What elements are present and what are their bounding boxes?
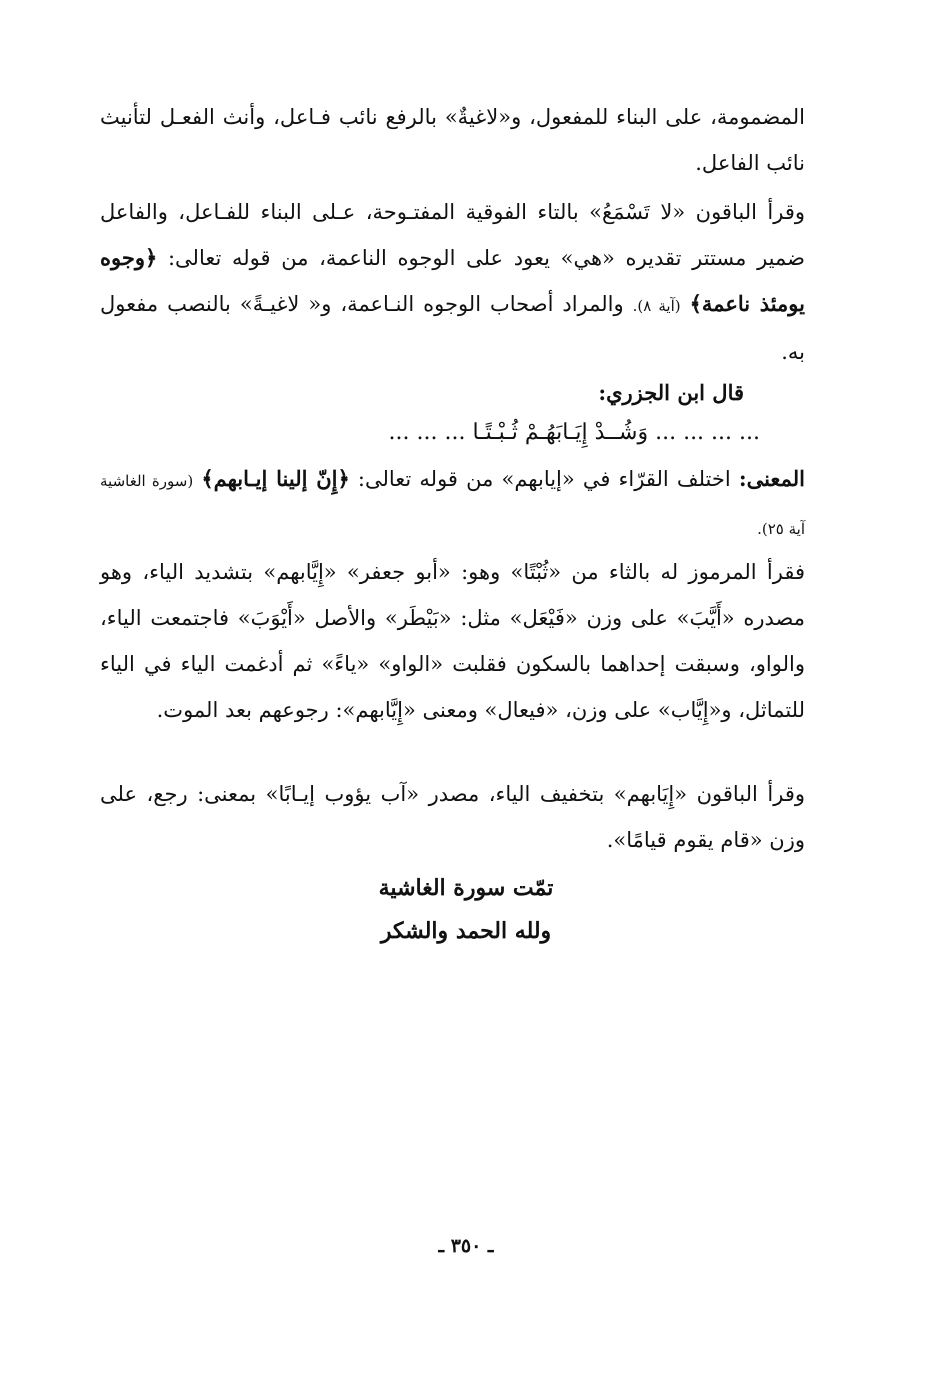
page-number: ـ ٣٥٠ ـ (438, 1235, 494, 1257)
closing-line-1: تمّت سورة الغاشية (378, 875, 554, 901)
paragraph-3 (100, 456, 805, 552)
quran-quote-1: ﴿وجوه يومئذ ناعمة﴾ (100, 245, 805, 316)
verse-reference-1: (آية ٨). (632, 297, 681, 315)
paragraph-1: المضمومة، على البناء للمفعول، و«لاغيةٌ» بالرفع نائب فـاعل، وأنث الفعـل لتأنيث نائب الفاعل. (100, 105, 805, 175)
paragraph-4: فقرأ المرموز له بالثاء من «ثُبْتًا» وهو: «أبو جعفر» «إِيَّابهم» بتشديد الياء، وهو مصدره «أَيَّبَ» على وزن «فَيْعَل» مثل: «بَيْطَر» والأصل «أَيْوَبَ» فاجتمعت الياء، والواو، وسبقت إحداهما بالسكون فقلبت «الواو» «ياءً» ثم أدغمت الياء في الياء للتماثل، و«إِيَّاب» على وزن، «فيعال» ومعنى «إِيَّابهم»: رجوعهم بعد الموت. (100, 560, 805, 722)
paragraph-2-text-b: والمراد أصحاب الوجوه النـاعمة، و« لاغيـةً» بالنصب مفعول به. (100, 292, 805, 364)
meaning-label: المعنى: (738, 466, 805, 491)
closing-line-2: ولله الحمد والشكر (380, 918, 552, 944)
paragraph-2-text-a: وقرأ الباقون «لا تَسْمَعُ» بالتاء الفوقية المفتـوحة، عـلى البناء للفـاعل، والفاعل ضمير مستتر تقديره «هي» يعود على الوجوه الناعمة، من قوله تعالى: (100, 200, 805, 270)
paragraph-5: وقرأ الباقون «إِيَابهم» بتخفيف الياء، مصدر «آب يؤوب إيـابًا» بمعنى: رجع، على وزن «قام يقوم قيامًا». (100, 782, 805, 852)
quran-quote-2: ﴿إِنّ إلينا إيـابهم﴾ (201, 466, 350, 491)
verse-reference-2: (سورة الغاشية آية ٢٥). (100, 472, 805, 538)
verse-author-heading: قال ابن الجزري: (598, 380, 744, 405)
paragraph-3-text: اختلف القرّاء في «إيابهم» من قوله تعالى: (357, 467, 731, 491)
verse-line: ... ... ... ... وَشُــدْ إِيَـابَهُـمْ ثُـبْـتًـا ... ... ... (388, 420, 760, 445)
paragraph-2 (100, 189, 805, 375)
